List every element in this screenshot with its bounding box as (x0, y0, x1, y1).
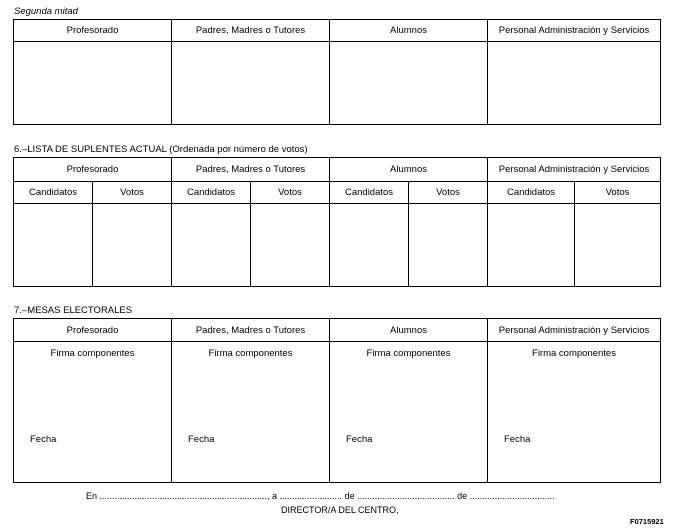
firma-cell-padres[interactable] (172, 342, 330, 483)
firma-cell-alumnos[interactable] (330, 342, 488, 483)
firma-label: Firma componentes (50, 348, 135, 359)
subheader-votos: Votos (251, 182, 330, 204)
header-alumnos: Alumnos (330, 319, 488, 342)
cell-profesorado[interactable] (14, 42, 172, 125)
header-profesorado: Profesorado (14, 158, 172, 182)
section-6-title: 6.–LISTA DE SUPLENTES ACTUAL (Ordenada por número de votos) (14, 144, 308, 155)
header-padres: Padres, Madres o Tutores (172, 158, 330, 182)
mesas-table (13, 318, 661, 483)
cell-pas[interactable] (488, 42, 661, 125)
section-7-title: 7.–MESAS ELECTORALES (14, 305, 133, 316)
cell-votos[interactable] (93, 204, 172, 287)
suplentes-table (13, 157, 661, 287)
cell-alumnos[interactable] (330, 42, 488, 125)
header-alumnos: Alumnos (330, 20, 488, 42)
header-profesorado: Profesorado (14, 319, 172, 342)
cell-votos[interactable] (409, 204, 488, 287)
firma-label: Firma componentes (532, 348, 616, 359)
subheader-votos: Votos (575, 182, 661, 204)
fecha-label: Fecha (188, 434, 215, 445)
firma-cell-profesorado[interactable] (14, 342, 172, 483)
firma-label: Firma componentes (366, 348, 451, 359)
cell-votos[interactable] (251, 204, 330, 287)
firma-label: Firma componentes (208, 348, 293, 359)
fecha-label: Fecha (504, 434, 531, 445)
cell-candidatos[interactable] (172, 204, 251, 287)
subheader-votos: Votos (409, 182, 488, 204)
place-date-line[interactable]: En ..................................................................., a ......................... de ....................................... de .................................. (86, 491, 555, 501)
segunda-mitad-table (13, 19, 661, 125)
cell-candidatos[interactable] (330, 204, 409, 287)
fecha-label: Fecha (346, 434, 373, 445)
section-subtitle: Segunda mitad (14, 6, 78, 17)
subheader-candidatos: Candidatos (330, 182, 409, 204)
firma-cell-pas[interactable] (488, 342, 661, 483)
cell-candidatos[interactable] (488, 204, 575, 287)
subheader-candidatos: Candidatos (488, 182, 575, 204)
header-profesorado: Profesorado (14, 20, 172, 42)
cell-votos[interactable] (575, 204, 661, 287)
header-alumnos: Alumnos (330, 158, 488, 182)
cell-padres[interactable] (172, 42, 330, 125)
header-pas: Personal Administración y Servicios (488, 158, 661, 182)
header-pas: Personal Administración y Servicios (488, 319, 661, 342)
subheader-candidatos: Candidatos (14, 182, 93, 204)
document-code: F0715921 (630, 517, 664, 526)
director-signature-label: DIRECTOR/A DEL CENTRO, (281, 505, 399, 515)
subheader-votos: Votos (93, 182, 172, 204)
fecha-label: Fecha (30, 434, 57, 445)
cell-candidatos[interactable] (14, 204, 93, 287)
subheader-candidatos: Candidatos (172, 182, 251, 204)
header-padres: Padres, Madres o Tutores (172, 20, 330, 42)
header-padres: Padres, Madres o Tutores (172, 319, 330, 342)
header-pas: Personal Administración y Servicios (488, 20, 661, 42)
